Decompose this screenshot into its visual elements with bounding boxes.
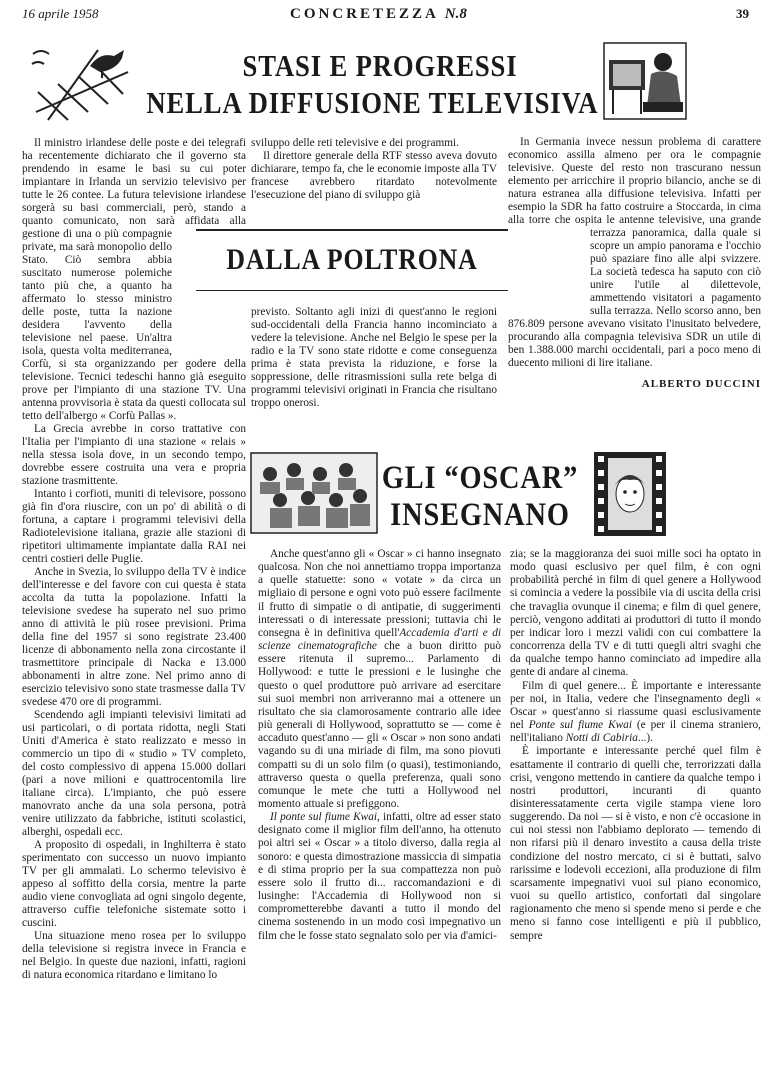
article1-column2-top: [251, 137, 497, 202]
divider: [196, 290, 508, 292]
paragraph: previsto. Soltanto agli inizi di quest'anno le regioni sud-occidentali della Francia hanno incominciato a vedere la televisione. Anche nel Belgio le spese per la radio e la TV sono state ridotte e come conseguenza prima è stata prevista la riduzione, e forse la soppressione, delle ritrasmissioni sulla rete belga di programmi televisivi originati in Francia che risultano troppo onerosi.: [251, 306, 497, 409]
article2-title-line2: INSEGNANO: [390, 497, 570, 533]
article1-column3: [508, 136, 761, 391]
paragraph: [258, 811, 501, 943]
paragraph: Il direttore generale della RTF stesso aveva dovuto dichiarare, tempo fa, che le economie imposte alla TV francese avrebbero ritardato notevolmente l'esecuzione del piano di sviluppo già: [251, 150, 497, 201]
article-title-line2: NELLA DIFFUSIONE TELEVISIVA: [146, 85, 599, 120]
paragraph: sviluppo delle reti televisive e dei programmi.: [251, 137, 459, 149]
paragraph: Scendendo agli impianti televisivi limitati ad usi particolari, o di portata ridotta, negli Stati Uniti d'America è stato realizzato e messo in commercio un tipo di « studio » TV completo, del costo complessivo di appena 15.000 dollari (pari a nove milioni e quattrocentomila lire italiane circa). L'impianto, che può essere manovrato anche da una sola persona, potrà venire utilizzato da fabbriche, istituti scolastici, alberghi, ospedali ecc.: [22, 709, 246, 838]
paragraph: La Grecia avrebbe in corso trattative con l'Italia per l'impianto di una stazione « relais » nella stessa isola dove, in un secondo tempo, dovrebbe essere costruita una vera e propria stazione trasmittente.: [22, 423, 246, 487]
divider: [196, 229, 508, 231]
article2-column-a: [258, 548, 501, 943]
article1-column2-bottom: [251, 306, 497, 410]
paragraph: Anche in Svezia, lo sviluppo della TV è indice dell'interesse e del favore con cui questa è stata accolta da tutta la popolazione. Infatti la televisione svedese ha superato nel suo primo anno di attività le più rosee previsioni. Prima della fine del 1957 si sono registrate 23.400 licenze di abbonamento nella zona circostante il trasmettitore principale di Nacka e 13.000 abbonamenti in altre zone. Nel primo anno di esercizio televisivo sono state trasmesse dalla TV svedese 470 ore di programmi.: [22, 566, 246, 708]
author-signature: ALBERTO DUCCINI: [641, 378, 761, 390]
paragraph: [510, 680, 761, 746]
issue-date: 16 aprile 1958: [22, 6, 99, 21]
text: , infatti, oltre ad esser stato designato come il miglior film dell'anno, ha ottenuto poi altri sei « Oscar » a titolo diverso, dalla regia al sonoro: e questa dimostrazione massiccia di simpatia e di stima proprio per la sua compattezza non può essere solo il frutto di... raccomandazioni e di lusinghe: l'Accademia di Hollywood non si comprometterebbe davanti a tutto il mondo del cinema sostenendo in un modo così impegnativo un film che le fosse stato segnalato solo per via d'amici-: [258, 811, 501, 942]
film-strip-face-illustration: [594, 452, 666, 536]
paragraph: A proposito di ospedali, in Inghilterra è stato sperimentato con successo un nuovo impianto TV per gli ammalati. Lo schermo televisivo è appeso al soffitto della corsia, mentre la parte audio viene convogliata ad ogni singolo degente, attraverso cuffie telefoniche sistemate sotto i cuscini.: [22, 839, 246, 929]
section-heading: DALLA POLTRONA: [226, 243, 478, 276]
article-title-line1: STASI E PROGRESSI: [242, 48, 518, 83]
text: (e per il cinema straniero, nell'italiano: [510, 719, 761, 745]
audience-illustration: [250, 452, 378, 534]
man-watching-tv-illustration: [603, 42, 687, 120]
bird-antenna-illustration: [28, 42, 138, 124]
boxed-heading: [196, 229, 508, 291]
text: ...).: [637, 732, 653, 745]
article2-column-b: [510, 548, 761, 943]
paragraph: zia; se la maggioranza dei suoi mille soci ha optato in modo quasi esclusivo per quel film, è con ogni probabilità perché in film di quel genere a Hollywood si comincia a vedere la possibile via di uscita della crisi che travaglia ovunque il cinema; e film di quel genere, perciò, vengono additati ai produttori di tutto il mondo per indicar loro i mezzi validi con cui combattere la concorrenza della TV e di tutti quegli altri svaghi che da qualche tempo hanno cominciato ad impedire alla gente di andare al cinema.: [510, 548, 761, 679]
film-title: Notti di Cabiria: [565, 732, 638, 745]
issue-number: N.8: [444, 6, 467, 22]
text: Film di quel genere... È importante e interessante per noi, in Italia, vedere che l'insegnamento degli « Oscar » quest'anno si riassume quasi esclusivamente nel: [510, 679, 761, 732]
magazine-title: [290, 6, 467, 23]
italic-text: Accademia d'arti e di scienze cinematografiche: [258, 626, 501, 653]
paragraph: In Germania invece nessun problema di carattere economico assilla almeno per ora le compagnie televisive. Queste del resto non trascurano nessun elemento per arricchire il proprio bilancio, anche se di natura estranea alla diffusione televisiva. Infatti per esempio la SDR ha fatto costruire a Stoccarda, in cima alla torre che ospita le antenne televisive, una grande terrazza panoramica, dalla quale si scopre un ampio panorama e l'occhio può spaziare fino alle alpi svizzere. La società tedesca ha saputo con ciò unire l'utile al dilettevole, ammettendo visitatori a pagamento sulla terrazza. Nello scorso anno, ben 876.809 persone avevano visitato l'inusitato belvedere, procurando alla compagnia televisiva SDR un utile di ben 1.388.000 marchi occidentali, pari a poco meno di duecento milioni di lire italiane.: [508, 136, 761, 369]
paragraph: Intanto i corfioti, muniti di televisore, possono già fin d'ora riuscire, con un po' di abilità o di fortuna, a captare i programmi televisivi della Radiotelevisione italiana, grazie alle stazioni di ripetitori ultimamente impiantate dalla RAI nei centri costieri delle Puglie.: [22, 488, 246, 565]
text: Anche quest'anno gli « Oscar » ci hanno insegnato qualcosa. Non che noi annettiamo troppa importanza a quelle statuette: sono « votate » da circa un migliaio di persone e ogni voto può essere facilmente il frutto di simpatie o di antipatie, di suggerimenti interessati o di interessate pressioni; tuttavia chi le consegna è in definitiva quell': [258, 548, 501, 639]
paragraph: È importante e interessante perché quel film è esattamente il contrario di quelli che, terrorizzati dalla crisi, vengono mettendo in cantiere da qualche tempo i nostri produttori, incuranti di quanto disinteressatamente certa vigile stampa viene loro suggerendo. Da noi — si è visto, e non c'è occasione in cui noi stessi non l'abbiamo deplorato — temendo di non rifarsi più il denaro investito a causa della triste condizione del nostro mercato, ci si è buttati, salvo rarissime e lodevoli eccezioni, alla produzione di film scarsamente impegnativi vuoi sul piano economico, vuoi su quello artistico, confortati dal singolare ragionamento che meno si spende meno si perde e che meno si fanno cose intelligenti e più il pubblico, sempre: [510, 745, 761, 942]
paragraph: Una situazione meno rosea per lo sviluppo della televisione si registra invece in Francia e nel Belgio. In queste due nazioni, infatti, ragioni di natura economica ritardano e limitano lo: [22, 930, 246, 981]
film-title: Il ponte sul fiume Kwai: [270, 811, 377, 824]
paragraph: [258, 548, 501, 811]
film-title: Ponte sul fiume Kwai: [528, 719, 632, 732]
article2-title-line1: GLI “OSCAR”: [381, 460, 579, 496]
magazine-name: CONCRETEZZA: [290, 6, 439, 22]
page-number: 39: [736, 6, 749, 21]
text: che a buon diritto può essere ritenuta il supremo... Parlamento di Hollywood: e tutte le pressioni e le lusinghe che questo o quel produttore può arrivare ad esercitare sui suoi membri non arriveranno mai a ottenere un risultato che sia clamorosamente contrario alle idee più generali di Hollywood, soprattutto se — come è accaduto quest'anno — gli « Oscar » non sono andati vagando su di una miriade di film, ma sono piovuti compatti su di un solo film (o quasi), testimoniando, attraverso questa o quella preferenza, quali sono comunque le mete che tutti a Hollywood nel momento attuale si prefiggono.: [258, 640, 501, 810]
paragraph: Il ministro irlandese delle poste e dei telegrafi ha recentemente dichiarato che il governo sta prendendo in esame le basi su cui poter impiantare in Irlanda un servizio televisivo per tutte le 26 contee. La futura televisione irlandese sorgerà su basi commerciali, però, stando a quanto comunicato, non sarà affidata alla gestione di una o più compagnie private, ma sarà monopolio dello Stato. Ciò sembra abbia suscitato numerose polemiche tanto più che, a quanto ha affermato lo stesso ministro delle poste, tutta la nazione desidera l'avvento della televisione nel paese. Un'altra isola, questa volta mediterranea, Corfù, si sta organizzando per godere della televisione. Tecnici tedeschi hanno già eseguito prove per l'impianto di una stazione TV. Una antenna provvisoria è stata da questi collocata sul tetto dell'albergo « Corfù Pallas ».: [22, 137, 246, 422]
